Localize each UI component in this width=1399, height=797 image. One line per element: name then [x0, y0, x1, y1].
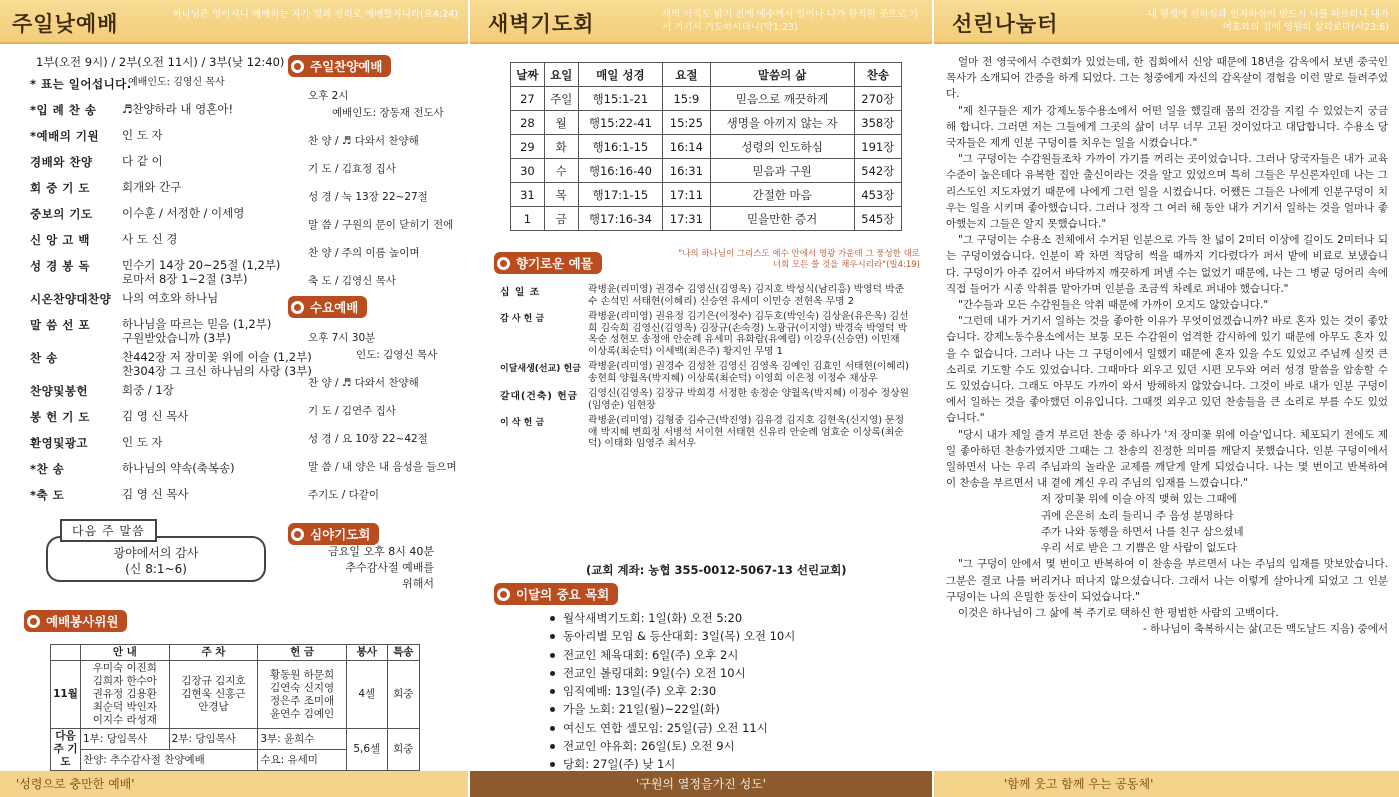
- event-item: [550, 720, 795, 738]
- table-cell: 행16:16-40: [578, 159, 663, 183]
- offering-list: [500, 284, 910, 454]
- order-row: [30, 206, 292, 227]
- table-cell: 행16:1-15: [578, 135, 663, 159]
- table-row: [511, 135, 902, 159]
- order-value-line: 다 같 이: [122, 154, 163, 168]
- cell-line: 김장규 김지호: [181, 675, 246, 687]
- hymn-line: 저 장미꽃 위에 이슬 아직 맺혀 있는 그때에: [1041, 493, 1237, 506]
- table-cell: 화: [544, 135, 578, 159]
- table-row: [51, 729, 420, 750]
- table-cell: 17:31: [663, 207, 710, 231]
- cell-line: 황동원 하문희: [269, 668, 335, 681]
- order-value: [122, 461, 292, 475]
- section-title: 심야기도회: [310, 527, 371, 542]
- wed-row: 찬 양 / ♬ 다와서 찬양해: [308, 377, 419, 389]
- order-value: [122, 232, 292, 246]
- table-cell: 191장: [854, 135, 901, 159]
- order-value: [122, 258, 292, 286]
- event-text: 당회: 27일(주) 낮 1시: [563, 757, 676, 772]
- table-cell: 29: [511, 135, 545, 159]
- circle-icon: [497, 257, 510, 270]
- header-sunday-worship: [0, 0, 468, 44]
- order-label: *예배의 기원: [30, 129, 100, 143]
- story-paragraph: "제 친구들은 제가 강제노동수용소에서 어떤 일을 했길래 몸의 건강을 지킬 수 있었는지 궁금해 합니다. 그러면 저는 그들에게 그곳의 삶이 너무 너무 고된 것이었다고 대답합니다. 수용소 당국자들은 제게 인분 구덩이를 치우는 일을 시켰습니다.": [946, 104, 1388, 150]
- section-title: 향기로운 예물: [516, 256, 593, 271]
- section-title: 주일찬양예배: [310, 59, 383, 74]
- col-offering: 헌 금: [258, 645, 347, 661]
- col-day: 요일: [544, 63, 578, 87]
- bullet-icon: [550, 634, 555, 639]
- order-value-line: 하나님을 따르는 믿음 (1,2부): [122, 317, 272, 331]
- table-cell: 믿을만한 증거: [710, 207, 854, 231]
- table-cell: 15:25: [663, 111, 710, 135]
- order-row: [30, 128, 292, 149]
- volunteer-cell: 4셀: [346, 661, 387, 729]
- table-cell: 월: [544, 111, 578, 135]
- worship-column: [0, 0, 468, 797]
- order-label: 중보의 기도: [30, 207, 93, 221]
- table-row: [511, 159, 902, 183]
- bullet-icon: [550, 707, 555, 712]
- order-value-line: 인 도 자: [122, 435, 163, 449]
- order-row: [30, 461, 292, 482]
- events-list: [550, 610, 795, 775]
- table-cell: 17:11: [663, 183, 710, 207]
- table-row: [511, 87, 902, 111]
- bullet-icon: [550, 726, 555, 731]
- order-row: [30, 102, 292, 123]
- order-value-line: ♬찬양하라 내 영혼아!: [122, 102, 234, 116]
- hymn-line: 우리 서로 받은 그 기쁨은 알 사람이 없도다: [1041, 542, 1237, 555]
- bullet-icon: [550, 671, 555, 676]
- section-night-prayer: [288, 523, 379, 545]
- praise-row: 축 도 / 김영신 목사: [308, 275, 396, 287]
- order-value: [122, 128, 292, 142]
- cell-line: 권유정 김용환: [92, 688, 157, 700]
- order-value-line: 찬442장 저 장미꽃 위에 이슬 (1,2부): [122, 350, 312, 364]
- next-special: 회중: [387, 729, 419, 771]
- offering-row: [500, 361, 910, 384]
- order-value: [122, 317, 292, 345]
- table-header-row: [511, 63, 902, 87]
- order-row: [30, 180, 292, 201]
- bullet-icon: [550, 762, 555, 767]
- next-week-cell: 다음주 기 도: [51, 729, 81, 771]
- table-cell: 믿음으로 깨끗하게: [710, 87, 854, 111]
- offering-label: 십 일 조: [500, 287, 541, 298]
- table-cell: 행17:16-34: [578, 207, 663, 231]
- event-item: [550, 683, 795, 701]
- circle-icon: [291, 60, 304, 73]
- order-label: 찬양및봉헌: [30, 384, 89, 398]
- story-paragraph: "당시 내가 제일 즐겨 부르던 찬송 중 하나가 '저 장미꽃 위에 이슬'입니다. 체포되기 전에도 제일 좋아하던 찬송가였지만 그때는 그 찬송의 진정한 의미를 깨닫지 못했습니다. 인분 구덩이에서 일하면서 나는 우리 주님과의 놀라운 교제를 깨닫게 알게 되었습니다. 나는 몇 번이고 반복하여 이 찬송을 부르면서 내 곁에 계신 우리 주님의 임재를 느꼈습니다.": [946, 428, 1388, 490]
- service-committee-table: [50, 644, 420, 771]
- circle-icon: [291, 301, 304, 314]
- table-row: [511, 207, 902, 231]
- order-value-line: 회개와 간구: [122, 180, 182, 194]
- table-cell: 28: [511, 111, 545, 135]
- order-label: 찬 송: [30, 351, 58, 365]
- next-first: 1부: 당임목사: [81, 729, 170, 750]
- table-cell: 행15:22-41: [578, 111, 663, 135]
- table-cell: 30: [511, 159, 545, 183]
- col-hymn: 찬송: [854, 63, 901, 87]
- order-row: [30, 487, 292, 508]
- order-value-line: 하나님의 약속(축복송): [122, 461, 235, 475]
- order-value: [122, 350, 312, 378]
- month-cell: 11월: [51, 661, 81, 729]
- order-value-line: 예배인도: 김영신 목사: [128, 77, 225, 88]
- order-row: [30, 154, 292, 175]
- wed-row: 성 경 / 요 10장 22~42절: [308, 433, 428, 445]
- header-verse: 하나님은 영이시니 예배하는 자가 영과 진리로 예배할지니라(요4:24): [172, 9, 458, 20]
- order-row: [30, 258, 292, 286]
- story-source: - 하나님이 축복하시는 삶(고든 맥도날드 지음) 중에서: [1142, 623, 1388, 636]
- sunday-praise-details: [294, 88, 464, 302]
- event-item: [550, 665, 795, 683]
- church-account: (교회 계좌: 농협 355-0012-5067-13 선린교회): [586, 563, 847, 577]
- order-value: [122, 291, 292, 305]
- order-label: 말 씀 선 포: [30, 318, 90, 332]
- col-bible: 매일 성경: [578, 63, 663, 87]
- order-row: [30, 350, 312, 378]
- table-cell: 545장: [854, 207, 901, 231]
- table-cell: 생명을 아끼지 않는 자: [710, 111, 854, 135]
- header-verse: 새벽 아직도 밝기 전에 예수께서 일어나 나가 한적한 곳으로 가서 거기서 기도하시더니(막1:23): [662, 9, 919, 33]
- praise-time: 오후 2시: [308, 90, 349, 102]
- order-row: [30, 76, 292, 97]
- table-cell: 31: [511, 183, 545, 207]
- order-label: *입 례 찬 송: [30, 103, 97, 117]
- wed-row: 주기도 / 다같이: [308, 489, 380, 501]
- story-paragraph: "간수들과 모든 수감원들은 악취 때문에 가까이 오지도 않았습니다.": [958, 299, 1269, 312]
- order-label: 회 중 기 도: [30, 181, 90, 195]
- event-item: [550, 647, 795, 665]
- next-sermon-title: 광야에서의 감사: [113, 546, 199, 560]
- story-paragraph: 얼마 전 영국에서 수련회가 있었는데, 한 집회에서 신앙 때문에 18년을 감옥에서 보낸 중국인 목사가 소개되어 간증을 하게 되었다. 그는 청중에게 자신의 감옥살이 경험을 이런 말로 들려주었다.: [946, 56, 1388, 101]
- story-paragraph: "그 구덩이 안에서 몇 번이고 반복하여 이 찬송을 부르면서 나는 주님의 임재를 맛보았습니다. 그분은 결코 나를 버리거나 떠나지 않으셨습니다. 그래서 나는 이렇게 살아나게 되었고 그 인분 구덩이는 나의 은밀한 동산이 되었습니다.": [946, 558, 1388, 603]
- table-cell: 수: [544, 159, 578, 183]
- col-volunteer: 봉사: [346, 645, 387, 661]
- bullet-icon: [550, 653, 555, 658]
- offering-label: 갈대(건축) 헌금: [500, 391, 579, 402]
- offering-cell: [258, 661, 347, 729]
- offering-names: 김영신(김영옥) 김장규 박희경 서정한 송정순 양월옥(박지혜) 이정수 정상원(임영순) 임현장: [588, 388, 910, 411]
- order-value: [122, 435, 292, 449]
- story-paragraph: 이것은 하나님이 그 삶에 복 주기로 택하신 한 평범한 사람의 고백이다.: [958, 606, 1279, 619]
- night-purpose: 추수감사절 예배를: [345, 561, 434, 574]
- order-value: [122, 102, 292, 116]
- table-cell: 믿음과 구원: [710, 159, 854, 183]
- circle-icon: [497, 588, 510, 601]
- night-purpose-2: 위해서: [402, 577, 434, 590]
- event-text: 임직예배: 13일(주) 오후 2:30: [563, 684, 717, 699]
- order-value-line: 찬304장 그 크신 하나님의 사랑 (3부): [122, 364, 312, 378]
- table-header-row: [51, 645, 420, 661]
- page-title: 주일낮예배: [12, 12, 119, 36]
- next-sermon-ref: (신 8:1~6): [125, 562, 187, 576]
- table-cell: 행17:1-15: [578, 183, 663, 207]
- praise-row: 말 씀 / 구원의 문이 닫히기 전에: [308, 219, 454, 231]
- event-item: [550, 701, 795, 719]
- wed-row: 말 씀 / 내 양은 내 음성을 들으며: [308, 461, 457, 473]
- col-life: 말씀의 삶: [710, 63, 854, 87]
- order-value: [122, 76, 292, 90]
- order-label: *찬 송: [30, 462, 65, 476]
- section-title: 예배봉사위원: [46, 614, 119, 629]
- story-paragraph: "그 구덩이는 수용소 전체에서 수거된 인분으로 가득 찬 넓이 2미터 이상에 길이도 2미터나 되는 구덩이였습니다. 인분이 꽉 차면 적당히 썩을 때까지 기다렸다가 퍼서 밭에 비료로 보냈습니다. 구덩이가 아주 깊어서 바닥까지 깨끗하게 퍼낼 수는 없었기 때문에, 나는 그 병균 덩어리 속에 직접 들어가 시종 악취를 맡아가며 인분을 조금씩 차례로 퍼내야 했습니다.": [946, 234, 1388, 295]
- order-label: * 표는 일어섭니다.: [30, 77, 132, 91]
- wed-row: 기 도 / 김연주 집사: [308, 405, 396, 417]
- order-label: 신 앙 고 백: [30, 233, 90, 247]
- footer-motto: '함께 웃고 함께 우는 공동체': [934, 771, 1399, 797]
- story-paragraph: "그런데 내가 거기서 일하는 것을 좋아한 이유가 무엇이었겠습니까? 바로 혼자 있는 것이 좋았습니다. 강제노동수용소에서는 보통 모든 수감원이 엄격한 감시하에 있기 때문에 아무도 혼자 있을 수 없습니다. 그러나 나는 그 구덩이에서 일했기 때문에 혼자 있을 수도 있었고 주님께 실컷 큰 소리로 기도할 수도 있었습니다. 그때마다 외우고 있던 시편 모두와 여러 성경 말씀을 암송할 수도 있었습니다. 그래도 아무도 가까이 와서 방해하지 않았습니다. 그것이 바로 내가 인분 구덩이에서 일하는 것을 좋아했던 이유입니다. 그때껏 외우고 있던 찬송들을 큰 소리로 부를 수도 있었습니다.": [946, 315, 1388, 425]
- order-value-line: 로마서 8장 1~2절 (3부): [122, 272, 248, 286]
- wed-time: 오후 7시 30분: [308, 332, 376, 344]
- cell-line: 김희자 한수아: [92, 675, 157, 687]
- praise-row: 찬 양 / ♬ 다와서 찬양해: [308, 135, 419, 147]
- table-cell: 453장: [854, 183, 901, 207]
- next-praise: 찬양: 추수감사절 찬양예배: [81, 750, 258, 771]
- next-second: 2부: 당임목사: [169, 729, 258, 750]
- order-value: [122, 180, 292, 194]
- event-text: 월삭새벽기도회: 1일(화) 오전 5:20: [563, 611, 743, 625]
- table-cell: 간절한 마음: [710, 183, 854, 207]
- cell-line: 김연숙 신지영: [269, 681, 335, 694]
- order-of-worship: [30, 76, 312, 513]
- order-row: [30, 383, 292, 404]
- sharing-column: [934, 0, 1399, 797]
- order-value: [122, 383, 292, 397]
- table-cell: 270장: [854, 87, 901, 111]
- table-cell: 542장: [854, 159, 901, 183]
- event-text: 전교인 볼링대회: 9일(수) 오전 10시: [563, 665, 746, 680]
- cell-line: 윤연수 김예인: [269, 707, 335, 720]
- circle-icon: [27, 615, 40, 628]
- bullet-icon: [550, 616, 555, 621]
- order-value-line: 나의 여호와 하나님: [122, 291, 219, 305]
- header-dawn-prayer: [470, 0, 932, 44]
- praise-leader: 예배인도: 장동재 전도사: [332, 107, 444, 119]
- order-label: 환영및광고: [30, 436, 89, 450]
- col-special: 특송: [387, 645, 419, 661]
- table-cell: 358장: [854, 111, 901, 135]
- wed-leader: 인도: 김영신 목사: [356, 349, 438, 361]
- col-parking: 주 차: [169, 645, 258, 661]
- table-cell: 15:9: [663, 87, 710, 111]
- page-title: 새벽기도회: [488, 12, 595, 36]
- order-row: [30, 291, 292, 312]
- bullet-icon: [550, 744, 555, 749]
- next-week-label: 다음 주 말씀: [60, 519, 157, 542]
- offering-names: 곽병윤(리미영) 권유정 김기은(이정수) 김두호(박인숙) 김상윤(유은옥) 김선희 김숙희 김영신(김영옥) 김장규(손숙경) 노광규(이지영) 박경숙 박영덕 박옥순 성현모 송정애 안순례 유세미 유화람(유예림) 이강우(신승연) 이민재 이상록(최순덕) 이세백(최은주) 황지인 무명 1: [588, 311, 909, 357]
- table-row: [51, 661, 420, 729]
- col-blank: [51, 645, 81, 661]
- story-article: [946, 54, 1388, 637]
- daily-bible-table: [510, 62, 902, 231]
- cell-line: 김현욱 신홍근: [181, 688, 246, 700]
- hymn-line: 주가 나와 동행을 하면서 나를 친구 삼으셨네: [1041, 525, 1244, 538]
- dawn-prayer-column: [470, 0, 932, 797]
- cell-line: 안경남: [198, 701, 229, 713]
- cell-line: 우미숙 이진희: [92, 662, 157, 674]
- order-label: 성 경 봉 독: [30, 259, 90, 273]
- section-monthly-events: [494, 583, 618, 605]
- cell-line: 최순덕 박인자: [92, 701, 157, 713]
- event-item: [550, 628, 795, 646]
- wednesday-details: [294, 330, 464, 516]
- story-paragraph: "그 구덩이는 수감원들조차 가까이 가기를 꺼리는 곳이었습니다. 그러나 당국자들은 내가 교육 수준이 높은데다 유복한 집안 출신이라는 것을 알고 있었으며 특히 그들은 무신론자인데 나는 그리스도인 지도자였기 때문에 나에게 그런 일을 시켰습니다. 어쨌든 그들은 나에게 인분구덩이 치우는 일을 시키며 좋아했습니다. 그러나 정작 그 여러 해 동안 내가 거기서 일하는 것을 얼마나 좋아했는지 그들은 알지 못했습니다.": [946, 153, 1388, 231]
- order-value-line: 인 도 자: [122, 128, 163, 142]
- table-cell: 16:14: [663, 135, 710, 159]
- guide-cell: [81, 661, 170, 729]
- table-cell: 행15:1-21: [578, 87, 663, 111]
- circle-icon: [291, 528, 304, 541]
- header-verse: 내 평생에 선하심과 인자하심이 반드시 나를 따르리니 내가 여호와의 집에 영원히 살리로다(시23:6): [1147, 9, 1389, 33]
- cell-line: 정은주 조미애: [269, 694, 335, 707]
- order-label: *축 도: [30, 488, 65, 502]
- night-prayer-details: [294, 544, 434, 592]
- offering-label: 감 사 헌 금: [500, 314, 545, 324]
- section-offerings: [494, 252, 602, 274]
- cell-line: 이지수 라성재: [92, 714, 157, 726]
- order-value: [122, 409, 292, 423]
- event-text: 동아리별 모임 & 등산대회: 3일(목) 오전 10시: [563, 629, 796, 644]
- offering-verse: "나의 하나님이 그리스도 예수 안에서 영광 가운데 그 풍성한 대로 너희 모든 쓸 것을 채우시리라"(빌4:19): [678, 249, 920, 270]
- footer-motto: '성령으로 충만한 예배': [0, 771, 468, 797]
- event-text: 가을 노회: 21일(월)~22일(화): [563, 702, 720, 717]
- order-row: [30, 317, 292, 345]
- col-date: 날짜: [511, 63, 545, 87]
- section-service-committee: [24, 610, 127, 632]
- offering-names: 곽병윤(리미영) 김형중 김수근(박진영) 김유경 김지호 김현옥(신지영) 문정애 박지혜 변희정 서병석 서이현 서태현 신유리 안순례 엄효순 이상록(최순덕) 이태화 임영주 최서우: [588, 415, 905, 449]
- table-cell: 성령의 인도하심: [710, 135, 854, 159]
- order-value: [122, 487, 292, 501]
- offering-row: [500, 415, 910, 450]
- section-wednesday-worship: [288, 296, 367, 318]
- next-wed: 수요: 유세미: [258, 750, 347, 771]
- order-value-line: 김 영 신 목사: [122, 487, 189, 501]
- order-row: [30, 435, 292, 456]
- section-sunday-praise: [288, 55, 391, 77]
- order-value-line: 사 도 신 경: [122, 232, 178, 246]
- page-title: 선린나눔터: [952, 12, 1059, 36]
- hymn-line: 귀에 은은히 소리 들리니 주 음성 분명하다: [1041, 509, 1234, 522]
- next-volunteer: 5,6셀: [346, 729, 387, 771]
- praise-row: 찬 양 / 주의 이름 높이며: [308, 247, 420, 259]
- order-label: 경배와 찬양: [30, 155, 93, 169]
- offering-names: 곽병윤(리미영) 권경수 김영신(김영옥) 김지호 박성식(남리흥) 박영덕 박준수 손석민 서태현(이혜리) 신승연 유세미 이민승 전현옥 무명 2: [588, 284, 905, 307]
- order-label: 봉 헌 기 도: [30, 410, 90, 424]
- col-verse: 요절: [663, 63, 710, 87]
- order-value: [122, 154, 292, 168]
- order-value-line: 회중 / 1장: [122, 383, 174, 397]
- table-cell: 목: [544, 183, 578, 207]
- offering-row: [500, 284, 910, 307]
- offering-label: 이달새생(선교) 헌금: [500, 364, 581, 374]
- next-third: 3부: 윤희수: [258, 729, 347, 750]
- table-cell: 금: [544, 207, 578, 231]
- praise-row: 성 경 / 눅 13장 22~27절: [308, 191, 428, 203]
- col-guide: 안 내: [81, 645, 170, 661]
- special-cell: 회중: [387, 661, 419, 729]
- event-text: 전교인 야유회: 26일(토) 오전 9시: [563, 739, 735, 754]
- offering-row: [500, 388, 910, 411]
- offering-label: 이 삭 헌 금: [500, 418, 545, 428]
- order-row: [30, 409, 292, 430]
- section-title: 이달의 중요 목회: [516, 587, 610, 602]
- event-text: 전교인 체육대회: 6일(주) 오후 2시: [563, 647, 739, 662]
- event-item: [550, 738, 795, 756]
- order-row: [30, 232, 292, 253]
- header-sharing: [934, 0, 1399, 44]
- table-cell: 27: [511, 87, 545, 111]
- service-times: 1부(오전 9시) / 2부(오전 11시) / 3부(낮 12:40): [36, 55, 285, 69]
- offering-names: 곽병윤(리미영) 권경수 김성찬 김영신 김영옥 김예인 김효인 서태현(이혜리) 송현희 양월옥(박지혜) 이상록(최순덕) 이영희 이은정 이정수 채상우: [588, 361, 910, 384]
- table-cell: 주일: [544, 87, 578, 111]
- next-week-sermon-box: [46, 536, 266, 582]
- table-row: [511, 183, 902, 207]
- table-row: [511, 111, 902, 135]
- table-cell: 1: [511, 207, 545, 231]
- parking-cell: [169, 661, 258, 729]
- order-value-line: 김 영 신 목사: [122, 409, 189, 423]
- event-item: [550, 610, 795, 628]
- order-value-line: 구원받았습니까 (3부): [122, 331, 231, 345]
- praise-row: 기 도 / 김효정 집사: [308, 163, 396, 175]
- offering-row: [500, 311, 910, 357]
- order-value-line: 민수기 14장 20~25절 (1,2부): [122, 258, 281, 272]
- bullet-icon: [550, 689, 555, 694]
- order-value-line: 이수훈 / 서정한 / 이세영: [122, 206, 245, 220]
- section-title: 수요예배: [310, 300, 359, 315]
- event-text: 여신도 연합 셀모임: 25일(금) 오전 11시: [563, 720, 768, 735]
- table-cell: 16:31: [663, 159, 710, 183]
- footer-motto: '구원의 열정을가진 성도': [470, 771, 932, 797]
- order-value: [122, 206, 292, 220]
- order-label: 시온찬양대찬양: [30, 292, 112, 306]
- night-time: 금요일 오후 8시 40분: [328, 545, 434, 558]
